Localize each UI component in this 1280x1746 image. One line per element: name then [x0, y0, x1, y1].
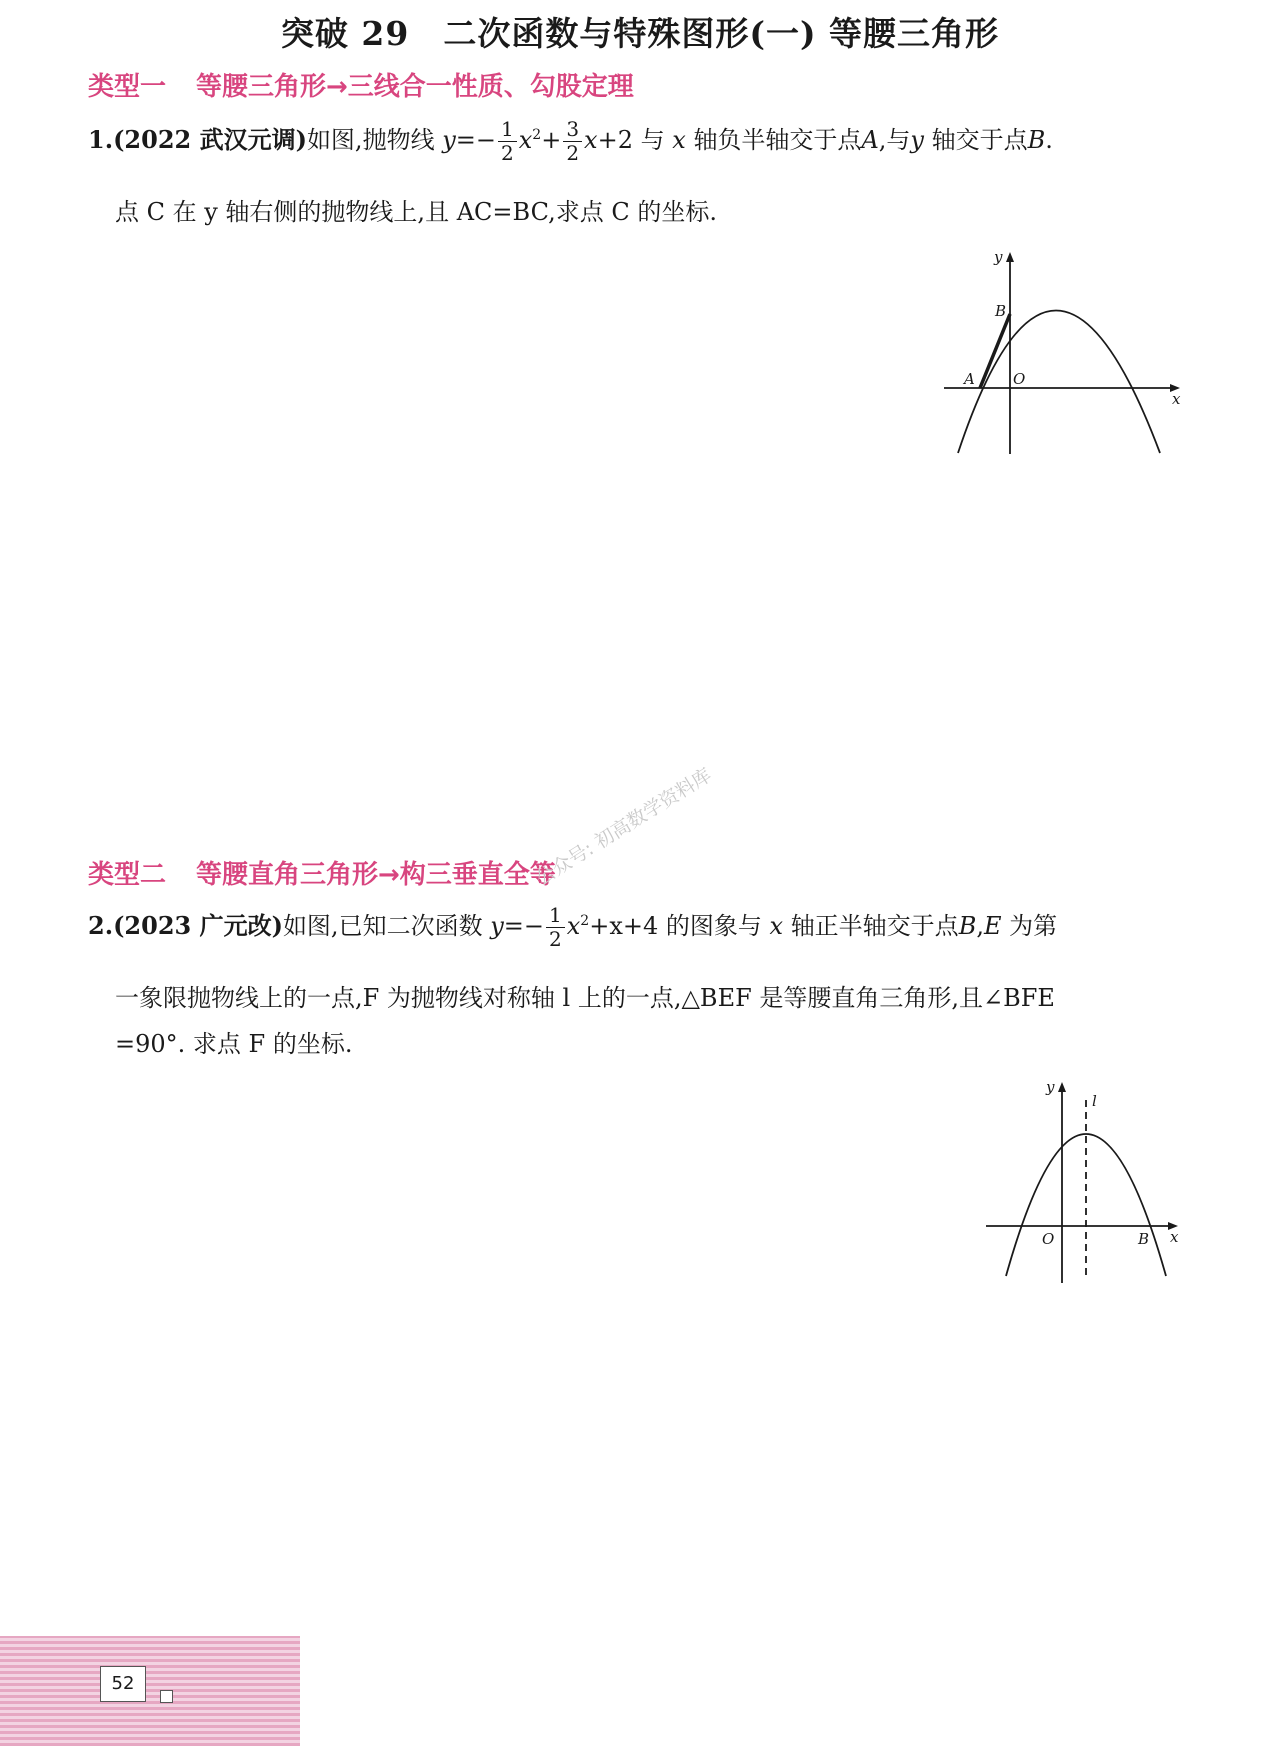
problem1-text: 如图,抛物线 — [306, 126, 435, 154]
problem2-text: 如图,已知二次函数 — [282, 912, 483, 940]
var-x: x — [518, 126, 533, 154]
problem2-line2: 一象限抛物线上的一点,F 为抛物线对称轴 l 上的一点,△BEF 是等腰直角三角形,且∠BFE — [115, 984, 1055, 1012]
var-y: y — [442, 126, 456, 154]
comma: , — [976, 912, 984, 940]
period: . — [1045, 126, 1053, 154]
problem1-text: +2 与 — [597, 126, 665, 154]
problem2-source: (2023 广元改) — [113, 911, 283, 940]
var-y: y — [490, 912, 504, 940]
problem1-number: 1. — [88, 125, 114, 154]
point-b: B — [958, 912, 977, 940]
parabola-curve — [1006, 1134, 1166, 1276]
problem2-text: 轴正半轴交于点 — [790, 912, 959, 940]
var-x: x — [672, 126, 686, 154]
label-o: O — [1042, 1230, 1055, 1248]
label-l: l — [1092, 1092, 1097, 1110]
label-y: y — [1046, 1078, 1055, 1096]
problem2-line3: =90°. 求点 F 的坐标. — [115, 1030, 353, 1058]
fraction-one-half: $\frac{1}{2}$ — [498, 118, 517, 165]
var-y: y — [910, 126, 924, 154]
type1-label: 类型一 — [88, 72, 167, 102]
point-a: A — [861, 126, 879, 154]
label-a: A — [964, 370, 975, 388]
problem2-text: +x+4 的图象与 — [589, 912, 762, 940]
page-number: 52 — [100, 1666, 146, 1702]
label-x: x — [1170, 1228, 1179, 1246]
square-icon — [160, 1690, 173, 1703]
segment-ab — [980, 314, 1010, 388]
problem1-text: ,与 — [878, 126, 911, 154]
problem1-text: 轴交于点 — [931, 126, 1028, 154]
var-x: x — [769, 912, 784, 940]
label-b: B — [1138, 1230, 1150, 1248]
problem2-text: 为第 — [1009, 912, 1058, 940]
problem1-source: (2022 武汉元调) — [113, 125, 307, 154]
plus-sign: + — [541, 126, 562, 154]
figure1-parabola-diagram — [938, 246, 1188, 456]
problem1-line2: 点 C 在 y 轴右侧的抛物线上,且 AC=BC,求点 C 的坐标. — [115, 198, 717, 226]
fraction-one-half: $\frac{1}{2}$ — [546, 904, 565, 951]
eq-sign: =− — [503, 912, 544, 940]
fraction-three-half: $\frac{3}{2}$ — [563, 118, 582, 165]
problem2-line1: 2.(2023 广元改)如图,已知二次函数 y=− $\frac{1}{2}$ $x^2+x+4$ 的图象与 x 轴正半轴交于点B,E 为第 — [88, 903, 1058, 951]
type2-heading — [88, 854, 556, 891]
parabola-curve — [958, 311, 1160, 454]
problem1-line1: 1.(2022 武汉元调)如图,抛物线 y=− $\frac{1}{2}$ $x^2+$ $\frac{3}{2}$ x+2 与 x 轴负半轴交于点A,与y 轴交于点B. — [88, 117, 1053, 165]
var-x: x — [584, 126, 598, 154]
type1-topic: 等腰三角形→三线合一性质、勾股定理 — [196, 72, 634, 102]
label-b: B — [995, 302, 1007, 320]
label-x: x — [1172, 390, 1181, 408]
footer-decoration — [0, 1636, 300, 1746]
figure2-parabola-diagram — [980, 1078, 1190, 1288]
label-y: y — [994, 248, 1003, 266]
y-axis-arrow — [1058, 1082, 1066, 1092]
label-o: O — [1013, 370, 1026, 388]
watermark: 公众号: 初高数学资料库 — [532, 764, 716, 891]
var-x: x — [566, 912, 581, 940]
point-e: E — [983, 912, 1002, 940]
type2-label: 类型二 — [88, 860, 167, 890]
y-axis-arrow — [1006, 252, 1014, 262]
type2-topic: 等腰直角三角形→构三垂直全等 — [196, 860, 556, 890]
problem2-number: 2. — [88, 911, 114, 940]
page-title: 突破 29 二次函数与特殊图形(一) 等腰三角形 — [280, 14, 1000, 53]
problem1-text: 轴负半轴交于点 — [693, 126, 862, 154]
point-b: B — [1027, 126, 1046, 154]
type1-heading — [88, 66, 634, 103]
eq-sign: =− — [455, 126, 496, 154]
